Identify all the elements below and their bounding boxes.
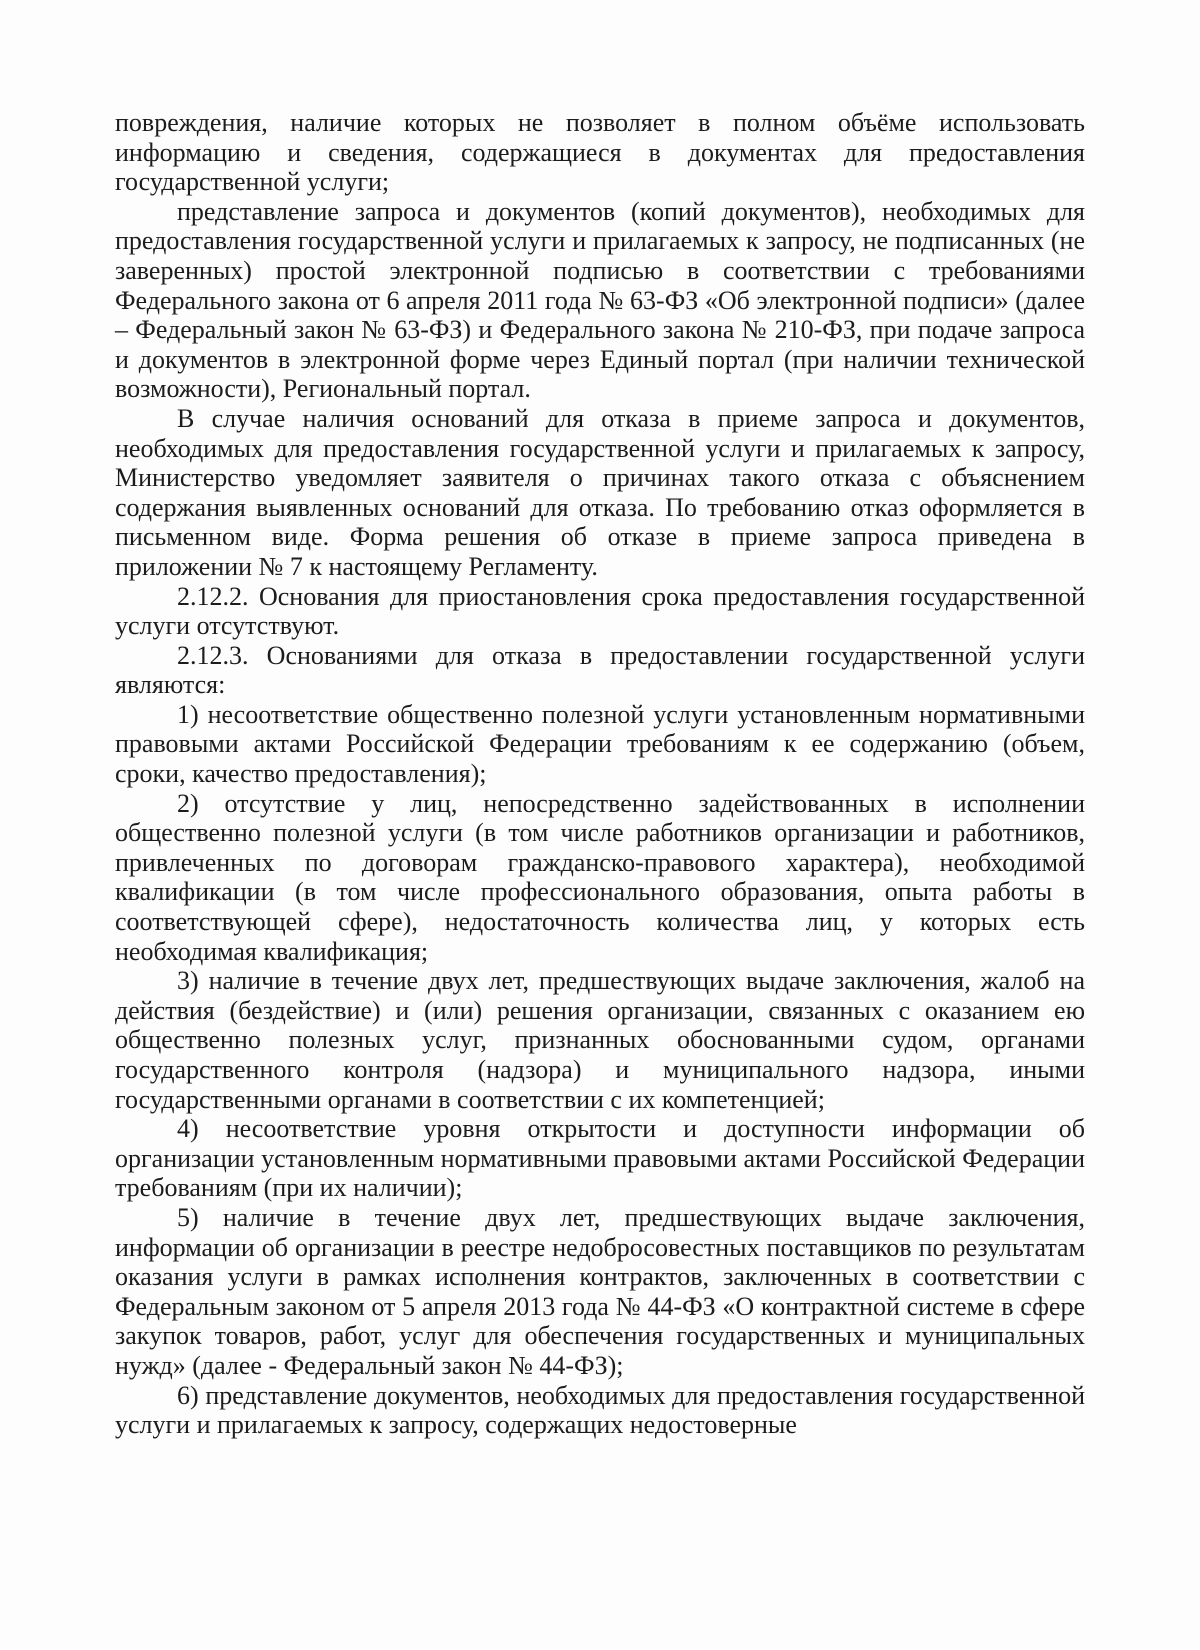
paragraph: 2.12.3. Основаниями для отказа в предоставлении государственной услуги являются: [115,640,1085,700]
paragraph: 2.12.2. Основания для приостановления срока предоставления государственной услуги отсутствуют. [115,581,1085,641]
paragraph: представление запроса и документов (копий документов), необходимых для предоставления государственной услуги и прилагаемых к запросу, не подписанных (не заверенных) простой электронной подписью в соответствии с требованиями Федерального закона от 6 апреля 2011 года № 63-ФЗ «Об электронной подписи» (далее – Федеральный закон № 63-ФЗ) и Федерального закона № 210-ФЗ, при подаче запроса и документов в электронной форме через Единый портал (при наличии технической возможности), Региональный портал. [115,196,1085,404]
document-body [115,108,1085,1440]
list-item: 1) несоответствие общественно полезной услуги установленным нормативными правовыми актами Российской Федерации требованиям к ее содержанию (объем, сроки, качество предоставления); [115,699,1085,789]
list-item: 4) несоответствие уровня открытости и доступности информации об организации установленным нормативными правовыми актами Российской Федерации требованиям (при их наличии); [115,1114,1085,1203]
list-item: 5) наличие в течение двух лет, предшествующих выдаче заключения, информации об организации в реестре недобросовестных поставщиков по результатам оказания услуги в рамках исполнения контрактов, заключенных в соответствии с Федеральным законом от 5 апреля 2013 года № 44-ФЗ «О контрактной системе в сфере закупок товаров, работ, услуг для обеспечения государственных и муниципальных нужд» (далее - Федеральный закон № 44-ФЗ); [115,1202,1085,1380]
paragraph: В случае наличия оснований для отказа в приеме запроса и документов, необходимых для предоставления государственной услуги и прилагаемых к запросу, Министерство уведомляет заявителя о причинах такого отказа с объяснением содержания выявленных оснований для отказа. По требованию отказ оформляется в письменном виде. Форма решения об отказе в приеме запроса приведена в приложении № 7 к настоящему Регламенту. [115,403,1085,581]
list-item: 6) представление документов, необходимых для предоставления государственной услуги и прилагаемых к запросу, содержащих недостоверные [115,1380,1085,1440]
list-item: 2) отсутствие у лиц, непосредственно задействованных в исполнении общественно полезной услуги (в том числе работников организации и работников, привлеченных по договорам гражданско-правового характера), необходимой квалификации (в том числе профессионального образования, опыта работы в соответствующей сфере), недостаточность количества лиц, у которых есть необходимая квалификация; [115,788,1085,966]
list-item: 3) наличие в течение двух лет, предшествующих выдаче заключения, жалоб на действия (бездействие) и (или) решения организации, связанных с оказанием ею общественно полезных услуг, признанных обоснованными судом, органами государственного контроля (надзора) и муниципального надзора, иными государственными органами в соответствии с их компетенцией; [115,966,1085,1114]
paragraph: повреждения, наличие которых не позволяет в полном объёме использовать информацию и сведения, содержащиеся в документах для предоставления государственной услуги; [115,108,1085,197]
